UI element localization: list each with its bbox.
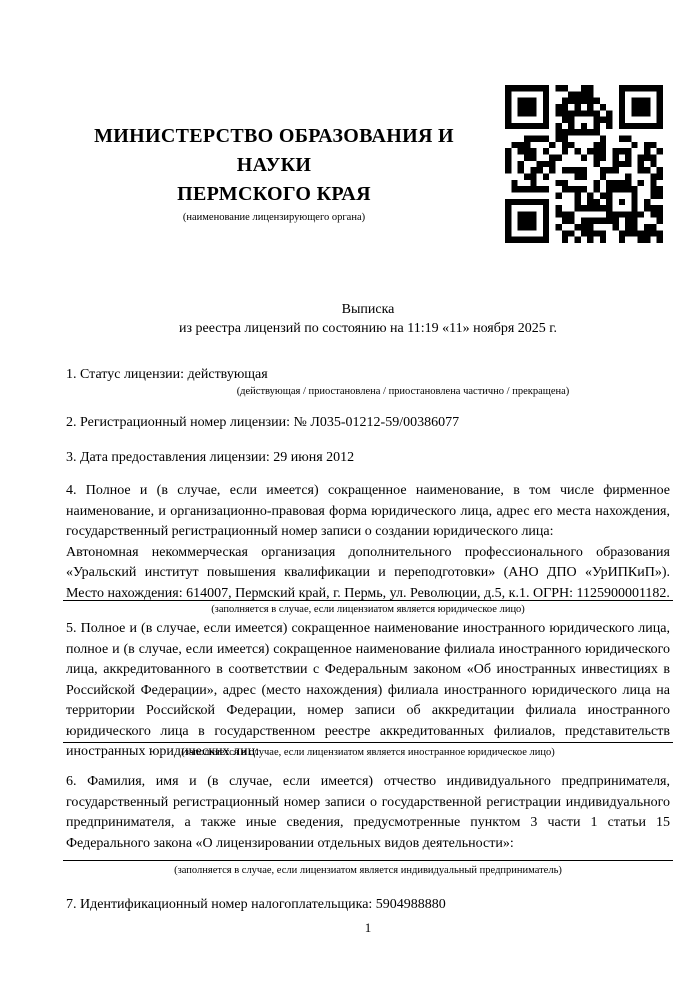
foreign-entity-caption: (заполняется в случае, если лицензиатом является иностранное юридическое лицо): [181, 747, 555, 758]
legal-entity-answer: Автономная некоммерческая организация дополнительного профессионального образования «Уральский институт повышения квалификации и переподготовки» (АНО ДПО «УрИПКиП»). Место нахождения: 614007, Пермский край, г. Пермь, ул. Революции, д.5, к.1. ОГРН: 1125900001182.: [66, 544, 670, 601]
registration-number-line: 2. Регистрационный номер лицензии: № Л035-01212-59/00386077: [66, 415, 460, 430]
title-line1: Выписка: [341, 302, 395, 317]
title-line2: из реестра лицензий по состоянию на 11:19 «11» ноября 2025 г.: [179, 321, 557, 336]
foreign-entity-underline: [63, 742, 673, 743]
ministry-name-line1: МИНИСТЕРСТВО ОБРАЗОВАНИЯ И НАУКИ: [94, 125, 454, 176]
document-title: [66, 300, 670, 338]
foreign-entity-question: 5. Полное и (в случае, если имеется) сокращенное наименование иностранного юридического лица, полное и (в случае, если имеется) сокращенное наименование филиала иностранного юридического лица, аккредитованного в соответствии с Федеральным законом «Об иностранных инвестициях в Российской Федерации», адрес (место нахождения) филиала иностранного юридического лица на территории Российской Федерации, номер записи об аккредитации филиала иностранного юридического лица в государственном реестре аккредитованных филиалов, представительств иностранных юридических лиц:: [66, 621, 670, 759]
foreign-entity-section: [66, 619, 670, 763]
qr-code-svg: [505, 85, 663, 243]
individual-entrepreneur-caption: (заполняется в случае, если лицензиатом является индивидуальный предприниматель): [174, 865, 562, 876]
individual-entrepreneur-underline: [63, 860, 673, 861]
individual-entrepreneur-section: [66, 772, 670, 854]
legal-entity-section: [66, 481, 670, 604]
page-number: 1: [364, 920, 372, 935]
ministry-name-line2: ПЕРМСКОГО КРАЯ: [177, 183, 371, 205]
individual-entrepreneur-question: 6. Фамилия, имя и (в случае, если имеется) отчество индивидуального предпринимателя, государственный регистрационный номер записи о государственной регистрации индивидуального предпринимателя, а также иные сведения, предусмотренные пунктом 3 части 1 статьи 15 Федерального закона «О лицензировании отдельных видов деятельности»:: [66, 774, 670, 851]
legal-entity-caption: (заполняется в случае, если лицензиатом является юридическое лицо): [211, 604, 525, 615]
legal-entity-question: 4. Полное и (в случае, если имеется) сокращенное наименование, в том числе фирменное наименование, и организационно-правовая форма юридического лица, адрес его места нахождения, государственный регистрационный номер записи о создании юридического лица:: [66, 483, 670, 539]
legal-entity-underline: [63, 600, 673, 601]
license-status-caption: (действующая / приостановлена / приостановлена частично / прекращена): [236, 386, 570, 397]
ministry-caption: (наименование лицензирующего органа): [182, 212, 366, 223]
ministry-header: [64, 122, 484, 224]
qr-code-image: [505, 85, 663, 243]
license-date-line: 3. Дата предоставления лицензии: 29 июня 2012: [66, 450, 355, 465]
taxpayer-number-line: 7. Идентификационный номер налогоплательщика: 5904988880: [66, 897, 446, 912]
license-status-line: 1. Статус лицензии: действующая: [66, 367, 268, 382]
